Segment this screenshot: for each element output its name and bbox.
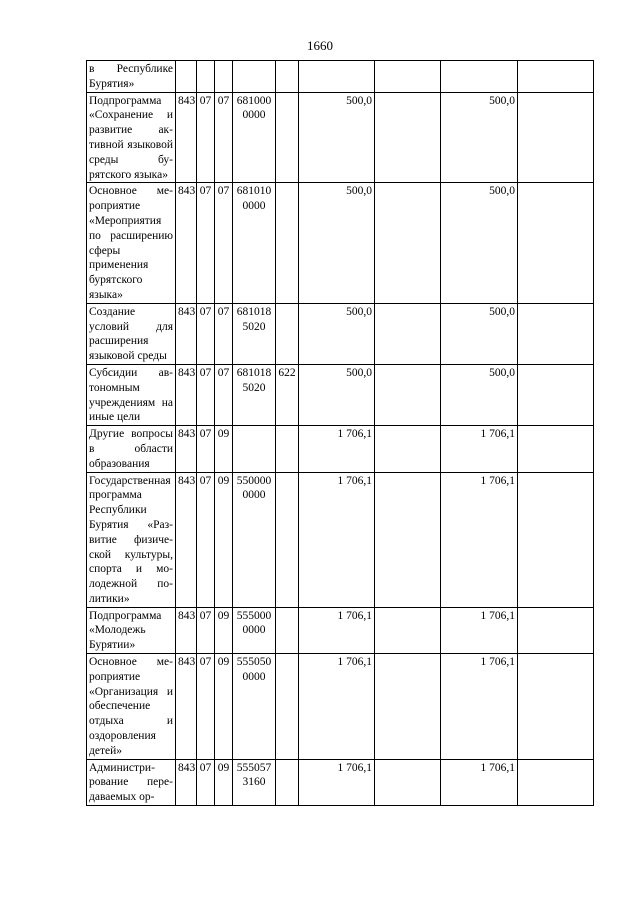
page-number: 1660 [307,38,333,53]
section-code: 07 [197,92,215,183]
subsection-code: 09 [215,759,233,805]
amount-cell [441,61,518,93]
section-code: 07 [197,364,215,425]
section-code: 07 [197,472,215,607]
table-row [87,607,594,653]
budget-table [86,60,594,806]
item-name: Подпрограмма «Молодежь Бурятии» [87,607,176,653]
amount-cell [518,426,594,472]
amount-cell: 500,0 [299,92,375,183]
amount-cell [375,472,441,607]
subsection-code: 07 [215,183,233,303]
amount-cell: 1 706,1 [299,654,375,760]
section-code: 07 [197,183,215,303]
amount-cell: 500,0 [441,364,518,425]
item-name: Администрирование передаваемых ор- [87,759,176,805]
item-name: Государственная программа Республики Бурятия «Развитие физической культуры, спорта и молодежной политики» [87,472,176,607]
amount-cell [518,61,594,93]
subsection-code: 09 [215,654,233,760]
grbs-code: 843 [176,472,197,607]
amount-cell [518,472,594,607]
subsection-code: 07 [215,303,233,364]
item-name: Основное мероприятие «Организация и обеспечение отдыха и оздоровления детей» [87,654,176,760]
expense-type-code [276,759,299,805]
target-article-code: 681018 5020 [233,303,276,364]
expense-type-code [276,654,299,760]
section-code: 07 [197,654,215,760]
item-name: Другие вопросы в области образования [87,426,176,472]
amount-cell: 1 706,1 [441,472,518,607]
amount-cell: 500,0 [441,183,518,303]
amount-cell: 1 706,1 [441,759,518,805]
grbs-code: 843 [176,607,197,653]
item-name: Создание условий для расширения языковой среды [87,303,176,364]
table-row [87,61,594,93]
grbs-code: 843 [176,183,197,303]
target-article-code: 555050 0000 [233,654,276,760]
table-row [87,426,594,472]
target-article-code [233,426,276,472]
item-name: Субсидии автономным учреждениям на иные цели [87,364,176,425]
subsection-code: 07 [215,92,233,183]
amount-cell [518,607,594,653]
amount-cell: 1 706,1 [299,607,375,653]
expense-type-code [276,183,299,303]
grbs-code: 843 [176,92,197,183]
section-code: 07 [197,607,215,653]
subsection-code: 07 [215,364,233,425]
amount-cell [299,61,375,93]
subsection-code: 09 [215,472,233,607]
amount-cell: 1 706,1 [299,472,375,607]
amount-cell [375,654,441,760]
subsection-code: 09 [215,607,233,653]
item-name: в Республике Бурятия» [87,61,176,93]
amount-cell [375,364,441,425]
table-row [87,759,594,805]
target-article-code: 550000 0000 [233,472,276,607]
expense-type-code [276,472,299,607]
amount-cell: 1 706,1 [299,426,375,472]
section-code: 07 [197,759,215,805]
item-name: Основное мероприятие «Мероприятия по расширению сферы применения бурятского языка» [87,183,176,303]
expense-type-code [276,607,299,653]
table-row [87,92,594,183]
table-row [87,472,594,607]
amount-cell: 500,0 [299,364,375,425]
amount-cell: 500,0 [441,303,518,364]
grbs-code: 843 [176,303,197,364]
grbs-code: 843 [176,426,197,472]
section-code: 07 [197,303,215,364]
grbs-code [176,61,197,93]
amount-cell [375,92,441,183]
amount-cell [375,61,441,93]
amount-cell [375,183,441,303]
target-article-code: 681000 0000 [233,92,276,183]
amount-cell: 500,0 [299,183,375,303]
expense-type-code [276,426,299,472]
subsection-code [215,61,233,93]
grbs-code: 843 [176,759,197,805]
amount-cell [518,759,594,805]
amount-cell: 1 706,1 [441,426,518,472]
amount-cell [375,426,441,472]
target-article-code: 681018 5020 [233,364,276,425]
target-article-code: 681010 0000 [233,183,276,303]
amount-cell [518,92,594,183]
expense-type-code: 622 [276,364,299,425]
table-row [87,654,594,760]
section-code [197,61,215,93]
amount-cell [375,607,441,653]
expense-type-code [276,92,299,183]
expense-type-code [276,303,299,364]
target-article-code: 555057 3160 [233,759,276,805]
amount-cell [518,654,594,760]
amount-cell: 500,0 [299,303,375,364]
amount-cell: 1 706,1 [299,759,375,805]
amount-cell: 1 706,1 [441,607,518,653]
table-row [87,364,594,425]
amount-cell [518,364,594,425]
table-row [87,303,594,364]
target-article-code [233,61,276,93]
amount-cell: 500,0 [441,92,518,183]
item-name: Подпрограмма «Сохранение и развитие активной языковой среды бурятского языка» [87,92,176,183]
amount-cell: 1 706,1 [441,654,518,760]
amount-cell [375,303,441,364]
grbs-code: 843 [176,364,197,425]
grbs-code: 843 [176,654,197,760]
target-article-code: 555000 0000 [233,607,276,653]
expense-type-code [276,61,299,93]
amount-cell [518,183,594,303]
section-code: 07 [197,426,215,472]
subsection-code: 09 [215,426,233,472]
amount-cell [375,759,441,805]
table-row [87,183,594,303]
amount-cell [518,303,594,364]
